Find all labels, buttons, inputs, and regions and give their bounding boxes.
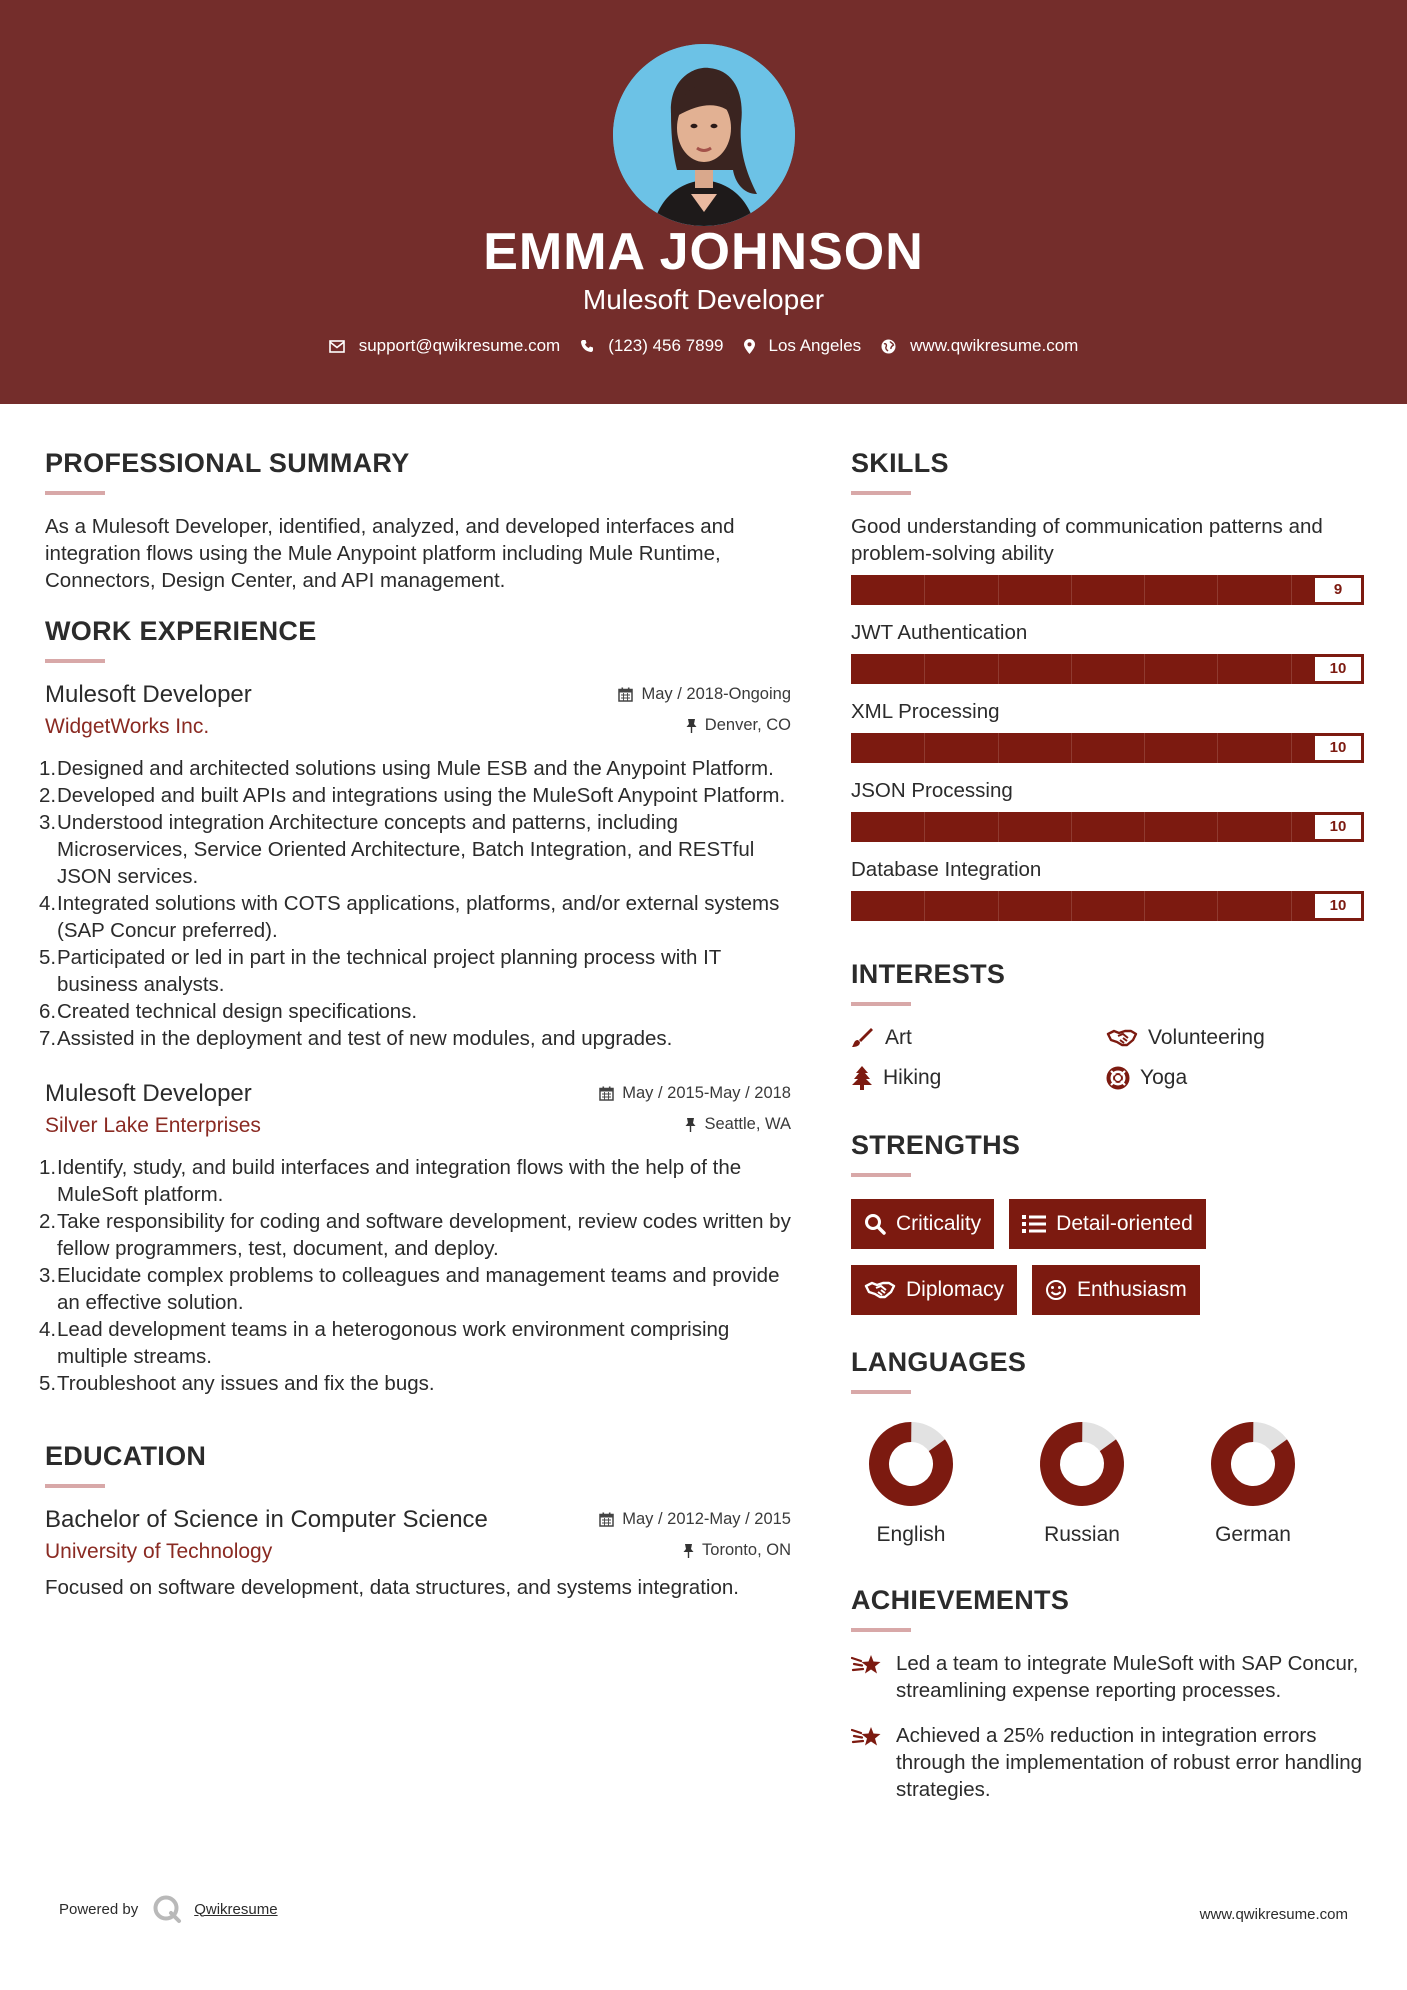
skills-list bbox=[851, 513, 1366, 921]
strength-tag: Detail-oriented bbox=[1009, 1199, 1206, 1249]
skill-bar-fill bbox=[851, 891, 1364, 921]
skill-item bbox=[851, 777, 1366, 842]
achievement-item: Led a team to integrate MuleSoft with SAP Concur, streamlining expense reporting processes. bbox=[851, 1650, 1366, 1704]
calendar-icon bbox=[599, 1512, 614, 1527]
skill-item bbox=[851, 856, 1366, 921]
achievements-list bbox=[851, 1650, 1366, 1803]
contact-location bbox=[744, 336, 862, 356]
skill-bar-segment bbox=[1217, 575, 1218, 605]
education-date: May / 2012-May / 2015 bbox=[599, 1510, 791, 1529]
skill-bar-segment bbox=[924, 654, 925, 684]
section-title-skills: SKILLS bbox=[851, 448, 949, 478]
skill-bar-segment bbox=[924, 733, 925, 763]
strength-tag: Diplomacy bbox=[851, 1265, 1017, 1315]
skill-item bbox=[851, 698, 1366, 763]
skill-bar-segment bbox=[924, 575, 925, 605]
skill-bar bbox=[851, 575, 1364, 605]
summary-section bbox=[45, 448, 791, 594]
contact-location-text: Los Angeles bbox=[768, 336, 862, 355]
job-header bbox=[45, 681, 791, 709]
skill-bar-segment bbox=[1217, 891, 1218, 921]
list-item: 3. Understood integration Architecture concepts and patterns, including Microservices, Service Oriented Architecture, Batch Integration, and RESTful JSON services. bbox=[39, 811, 755, 888]
skill-bar bbox=[851, 654, 1364, 684]
skill-score: 10 bbox=[1312, 812, 1364, 842]
skill-bar-segment bbox=[1071, 891, 1072, 921]
skill-score: 9 bbox=[1312, 575, 1364, 605]
left-column bbox=[39, 404, 791, 1601]
skill-bar-segment bbox=[1144, 733, 1145, 763]
skill-bar-segment bbox=[1071, 575, 1072, 605]
section-underline bbox=[45, 659, 105, 663]
achievement-item: Achieved a 25% reduction in integration errors through the implementation of robust error handling strategies. bbox=[851, 1722, 1366, 1803]
language-donut-fill bbox=[867, 1420, 955, 1508]
life-ring-icon bbox=[1106, 1066, 1130, 1090]
skill-bar-segment bbox=[1291, 733, 1292, 763]
section-title-languages: LANGUAGES bbox=[851, 1347, 1027, 1377]
section-underline bbox=[851, 1628, 911, 1632]
powered-by-label: Powered by bbox=[59, 1900, 139, 1918]
job-location: Seattle, WA bbox=[685, 1115, 791, 1134]
list-item: 4. Integrated solutions with COTS applications, platforms, and/or external systems (SAP Concur preferred). bbox=[39, 892, 780, 942]
skill-bar-fill bbox=[851, 575, 1313, 605]
interest-item: Volunteering bbox=[1106, 1026, 1361, 1050]
contact-phone-text: (123) 456 7899 bbox=[608, 336, 724, 355]
skill-bar-segment bbox=[1144, 891, 1145, 921]
job-subheader bbox=[45, 715, 791, 739]
degree-title: Bachelor of Science in Computer Science bbox=[45, 1506, 488, 1533]
phone-icon bbox=[580, 339, 594, 353]
language-item bbox=[1022, 1420, 1193, 1547]
skill-label: Database Integration bbox=[851, 858, 1042, 881]
language-donut bbox=[867, 1420, 955, 1508]
list-item: 3. Elucidate complex problems to colleagues and management teams and provide an effective solution. bbox=[39, 1264, 780, 1314]
search-icon bbox=[864, 1213, 886, 1235]
tree-icon bbox=[851, 1066, 873, 1090]
contact-website[interactable] bbox=[881, 336, 1078, 356]
education-description: Focused on software development, data structures, and systems integration. bbox=[45, 1576, 739, 1599]
skill-bar-fill bbox=[851, 812, 1364, 842]
achievements-section bbox=[851, 1585, 1366, 1803]
language-donut bbox=[1209, 1420, 1297, 1508]
job-bullets bbox=[39, 1154, 791, 1397]
handshake-icon bbox=[864, 1280, 896, 1300]
skill-bar-segment bbox=[1217, 812, 1218, 842]
skill-label: JSON Processing bbox=[851, 779, 1013, 802]
list-item: 5. Troubleshoot any issues and fix the bugs. bbox=[39, 1372, 435, 1395]
contact-bar bbox=[0, 336, 1407, 356]
skill-bar bbox=[851, 733, 1364, 763]
job-entry bbox=[39, 681, 791, 1052]
languages-section bbox=[851, 1347, 1366, 1547]
skill-bar-segment bbox=[1071, 812, 1072, 842]
skill-bar-segment bbox=[1217, 654, 1218, 684]
list-item: 5. Participated or led in part in the technical project planning process with IT business analysts. bbox=[39, 946, 721, 996]
language-item bbox=[851, 1420, 1022, 1547]
profile-photo bbox=[613, 44, 795, 226]
interest-item: Art bbox=[851, 1026, 1106, 1050]
strength-tag: Criticality bbox=[851, 1199, 994, 1249]
pin-icon bbox=[683, 1543, 694, 1558]
skill-score: 10 bbox=[1312, 654, 1364, 684]
skill-label: Good understanding of communication patterns and problem-solving ability bbox=[851, 515, 1323, 565]
smile-icon bbox=[1045, 1279, 1067, 1301]
pin-icon bbox=[685, 1117, 696, 1132]
skill-bar-segment bbox=[998, 654, 999, 684]
contact-phone[interactable] bbox=[580, 336, 723, 356]
list-item: 2. Developed and built APIs and integrations using the MuleSoft Anypoint Platform. bbox=[39, 784, 786, 807]
list-item: 7. Assisted in the deployment and test of new modules, and upgrades. bbox=[39, 1027, 673, 1050]
footer-powered-by bbox=[59, 1894, 278, 1924]
language-donut-fill bbox=[1038, 1420, 1126, 1508]
job-company: Silver Lake Enterprises bbox=[45, 1114, 261, 1137]
list-item: 2. Take responsibility for coding and software development, review codes written by fellow programmers, test, document, and deploy. bbox=[39, 1210, 791, 1260]
section-underline bbox=[851, 1390, 911, 1394]
contact-email[interactable] bbox=[329, 336, 561, 356]
job-location: Denver, CO bbox=[686, 716, 791, 735]
shooting-star-icon bbox=[851, 1652, 883, 1678]
interest-item: Hiking bbox=[851, 1066, 1106, 1090]
skill-bar-segment bbox=[1217, 733, 1218, 763]
contact-website-text: www.qwikresume.com bbox=[910, 336, 1079, 355]
candidate-role: Mulesoft Developer bbox=[582, 284, 825, 315]
job-date: May / 2015-May / 2018 bbox=[599, 1084, 791, 1103]
skill-bar-segment bbox=[1291, 891, 1292, 921]
skill-bar bbox=[851, 891, 1364, 921]
language-donut bbox=[1038, 1420, 1126, 1508]
skill-bar-segment bbox=[1291, 654, 1292, 684]
job-date: May / 2018-Ongoing bbox=[618, 685, 791, 704]
calendar-icon bbox=[599, 1086, 614, 1101]
language-label: Russian bbox=[1044, 1523, 1120, 1546]
skill-bar bbox=[851, 812, 1364, 842]
job-header bbox=[45, 1080, 791, 1108]
list-item: 4. Lead development teams in a heterogonous work environment comprising multiple streams. bbox=[39, 1318, 730, 1368]
candidate-name: EMMA JOHNSON bbox=[483, 223, 924, 281]
skill-bar-segment bbox=[1144, 575, 1145, 605]
section-underline bbox=[851, 1002, 911, 1006]
education-section bbox=[45, 1441, 791, 1601]
paintbrush-icon bbox=[851, 1027, 875, 1049]
globe-icon bbox=[881, 339, 896, 354]
experience-section bbox=[39, 616, 791, 1397]
section-title-experience: WORK EXPERIENCE bbox=[45, 616, 317, 646]
job-subheader bbox=[45, 1114, 791, 1138]
section-underline bbox=[851, 491, 911, 495]
section-title-interests: INTERESTS bbox=[851, 959, 1006, 989]
language-label: German bbox=[1215, 1523, 1291, 1546]
strengths-list bbox=[851, 1199, 1366, 1315]
pin-icon bbox=[686, 718, 697, 733]
interests-section bbox=[851, 959, 1366, 1090]
skill-bar-segment bbox=[1144, 654, 1145, 684]
calendar-icon bbox=[618, 687, 633, 702]
skill-bar-segment bbox=[998, 575, 999, 605]
language-label: English bbox=[876, 1523, 946, 1546]
education-subheader bbox=[45, 1540, 791, 1564]
list-icon bbox=[1022, 1214, 1046, 1234]
list-item: 1. Designed and architected solutions using Mule ESB and the Anypoint Platform. bbox=[39, 757, 774, 780]
skill-bar-segment bbox=[998, 733, 999, 763]
footer-url[interactable]: www.qwikresume.com bbox=[1199, 1906, 1348, 1923]
languages-list bbox=[851, 1420, 1366, 1547]
skill-bar-segment bbox=[924, 812, 925, 842]
school-name: University of Technology bbox=[45, 1540, 273, 1563]
language-donut-fill bbox=[1209, 1420, 1297, 1508]
section-underline bbox=[45, 1484, 105, 1488]
section-title-strengths: STRENGTHS bbox=[851, 1130, 1021, 1160]
job-title: Mulesoft Developer bbox=[45, 1080, 252, 1107]
strength-tag: Enthusiasm bbox=[1032, 1265, 1200, 1315]
skill-label: XML Processing bbox=[851, 700, 1000, 723]
section-title-summary: PROFESSIONAL SUMMARY bbox=[45, 448, 410, 478]
list-item: 6. Created technical design specifications. bbox=[39, 1000, 418, 1023]
contact-email-text: support@qwikresume.com bbox=[358, 336, 561, 355]
skill-bar-segment bbox=[924, 891, 925, 921]
strengths-section bbox=[851, 1130, 1366, 1315]
skill-bar-segment bbox=[1071, 733, 1072, 763]
envelope-icon bbox=[329, 340, 345, 353]
map-pin-icon bbox=[744, 339, 755, 354]
skill-bar-segment bbox=[1291, 812, 1292, 842]
job-bullets bbox=[39, 755, 791, 1052]
skill-bar-segment bbox=[998, 891, 999, 921]
skill-bar-segment bbox=[998, 812, 999, 842]
language-item bbox=[1193, 1420, 1364, 1547]
shooting-star-icon bbox=[851, 1724, 883, 1750]
skill-bar-fill bbox=[851, 733, 1364, 763]
education-location: Toronto, ON bbox=[683, 1541, 791, 1560]
interest-item: Yoga bbox=[1106, 1066, 1361, 1090]
right-column bbox=[851, 404, 1366, 1803]
skill-bar-segment bbox=[1071, 654, 1072, 684]
skill-bar-segment bbox=[1291, 575, 1292, 605]
footer-brand-link[interactable]: Qwikresume bbox=[194, 1900, 278, 1918]
section-title-achievements: ACHIEVEMENTS bbox=[851, 1585, 1070, 1615]
skill-score: 10 bbox=[1312, 733, 1364, 763]
handshake-icon bbox=[1106, 1028, 1138, 1048]
interests-list bbox=[851, 1026, 1366, 1090]
skill-item bbox=[851, 619, 1366, 684]
skill-bar-segment bbox=[1144, 812, 1145, 842]
education-header bbox=[45, 1506, 791, 1534]
skill-score: 10 bbox=[1312, 891, 1364, 921]
section-underline bbox=[851, 1173, 911, 1177]
job-company: WidgetWorks Inc. bbox=[45, 715, 210, 738]
section-title-education: EDUCATION bbox=[45, 1441, 207, 1471]
skill-label: JWT Authentication bbox=[851, 621, 1028, 644]
skills-section bbox=[851, 448, 1366, 921]
qwikresume-logo-icon bbox=[152, 1894, 182, 1924]
section-underline bbox=[45, 491, 105, 495]
job-entry bbox=[39, 1080, 791, 1397]
job-title: Mulesoft Developer bbox=[45, 681, 252, 708]
skill-bar-fill bbox=[851, 654, 1364, 684]
resume-header bbox=[0, 0, 1407, 404]
list-item: 1. Identify, study, and build interfaces and integration flows with the help of the MuleSoft platform. bbox=[39, 1156, 742, 1206]
skill-item bbox=[851, 513, 1366, 605]
summary-text: As a Mulesoft Developer, identified, analyzed, and developed interfaces and integration flows using the Mule Anypoint platform including Mule Runtime, Connectors, Design Center, and API management. bbox=[45, 515, 735, 592]
